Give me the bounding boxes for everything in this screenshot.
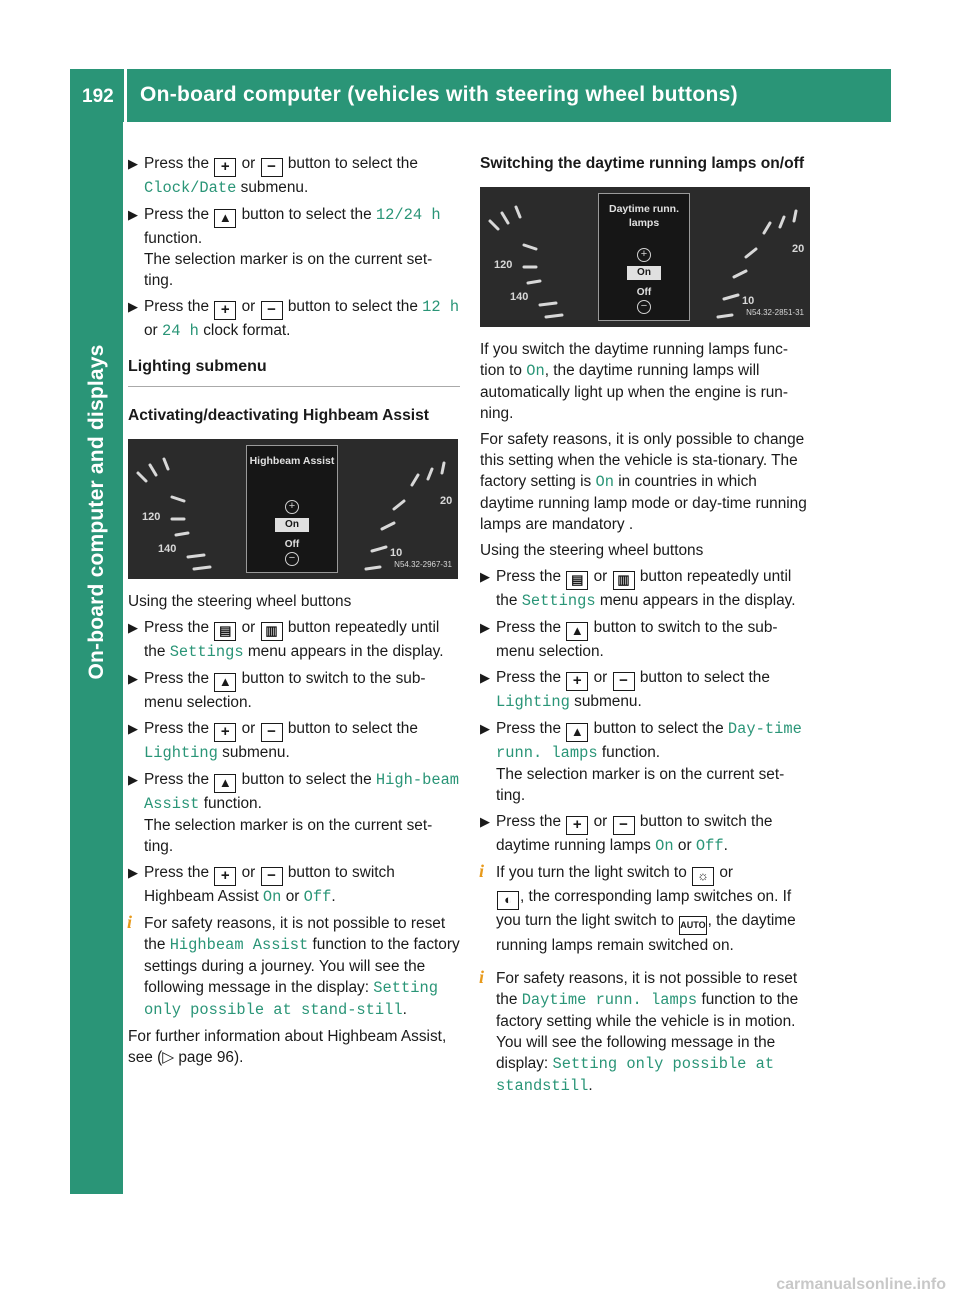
step-arrow-icon: ▶ (480, 670, 490, 685)
display-title: Highbeam Assist (249, 455, 335, 467)
daytime-lamps-heading: Switching the daytime running lamps on/off (480, 155, 805, 172)
info-icon: i (127, 912, 133, 932)
lighting-submenu-heading: Lighting submenu (128, 358, 267, 375)
step-arrow-icon: ▶ (480, 814, 490, 829)
display-panel (598, 193, 690, 321)
minus-key-icon: − (261, 867, 283, 886)
ok-key-icon: ▲ (566, 622, 588, 641)
daytime-display-image: 120 140 20 10 Daytime runn. lamps + On Off − N54.32-2851-31 (480, 187, 810, 327)
image-reference: N54.32-2851-31 (746, 308, 804, 317)
minus-circle-icon: − (285, 552, 299, 566)
minus-key-icon: − (613, 672, 635, 691)
ok-key-icon: ▲ (214, 774, 236, 793)
menu-term: On (262, 888, 282, 906)
section-divider (128, 386, 460, 387)
info-icon: i (479, 967, 485, 987)
plus-key-icon: + (214, 301, 236, 320)
step-toggle-daytime-lamps: ▶ Press the + or − button to switch the daytime running lamps On or Off. (480, 813, 773, 855)
menu-term: 24 h (161, 322, 199, 340)
menu-term: Off (695, 837, 724, 855)
off-option: Off (636, 287, 652, 298)
step-arrow-icon: ▶ (128, 620, 138, 635)
menu-term: 12 h (422, 298, 460, 316)
menu-term: High‐beam Assist (144, 771, 460, 813)
intro-text: Using the steering wheel buttons (128, 593, 352, 610)
menu-term: On (595, 473, 614, 491)
step-arrow-icon: ▶ (128, 865, 138, 880)
page-number: 192 (82, 86, 114, 107)
step-select-daytime-lamps: ▶ Press the ▲ button to select the Day‐time runn. lamps function. The selection marker is on the current set-ting. (480, 720, 802, 804)
step-arrow-icon: ▶ (128, 207, 138, 222)
menu-term: On (526, 362, 545, 380)
plus-key-icon: + (214, 723, 236, 742)
display-message: Setting only possible at stand‐still (144, 979, 438, 1019)
step-select-clock-date: ▶ Press the + or − button to select the Clock/Date submenu. (128, 155, 418, 197)
low-beam-icon: ◐ (497, 891, 519, 910)
auto-light-icon: AUTO (679, 916, 706, 935)
menu-term: 12/24 h (375, 206, 441, 224)
side-tab (70, 122, 123, 1194)
info-note-daytime: i For safety reasons, it is not possible to reset the Daytime runn. lamps function to the factory setting while the vehicle is in motion. You will see the following message in the display: Setting only possible at standstill. (479, 967, 799, 1095)
off-option: Off (284, 539, 300, 550)
menu-term: Settings (169, 643, 244, 661)
ok-key-icon: ▲ (566, 723, 588, 742)
header-divider (124, 69, 127, 122)
step-open-settings: ▶ Press the ▤ or ▥ button repeatedly until the Settings menu appears in the display. (128, 619, 444, 661)
on-option: On (627, 266, 661, 280)
forward-key-icon: ▥ (261, 622, 283, 641)
info-note-highbeam: i For safety reasons, it is not possible to reset the Highbeam Assist function to the factory settings during a journey. You will see the following message in the display: Setting only possible at stand‐still. (127, 912, 460, 1019)
on-option: On (275, 518, 309, 532)
parking-lamp-icon: ☼ (692, 867, 714, 886)
back-key-icon: ▤ (214, 622, 236, 641)
step-arrow-icon: ▶ (128, 772, 138, 787)
footer-watermark: carmanualsonline.info (776, 1276, 946, 1293)
page-title: On-board computer (vehicles with steering wheel buttons) (140, 83, 738, 106)
plus-key-icon: + (214, 158, 236, 177)
intro-text: Using the steering wheel buttons (480, 542, 704, 559)
menu-term: On (655, 837, 674, 855)
step-arrow-icon: ▶ (480, 721, 490, 736)
menu-term: Lighting (144, 744, 218, 762)
minus-key-icon: − (261, 723, 283, 742)
step-select-lighting: ▶ Press the + or − button to select the Lighting submenu. (480, 669, 770, 711)
step-select-lighting: ▶ Press the + or − button to select the Lighting submenu. (128, 720, 418, 762)
image-reference: N54.32-2967-31 (394, 560, 452, 569)
daytime-paragraph-2: For safety reasons, it is only possible to change this setting when the vehicle is sta-tionary. The factory setting is On in countries in which daytime running lamp mode or day-time running lamps are mandatory . (480, 431, 807, 533)
step-open-settings: ▶ Press the ▤ or ▥ button repeatedly until the Settings menu appears in the display. (480, 568, 796, 610)
step-switch-submenu: ▶ Press the ▲ button to switch to the sub-menu selection. (128, 670, 426, 711)
plus-key-icon: + (566, 816, 588, 835)
ok-key-icon: ▲ (214, 673, 236, 692)
step-switch-submenu: ▶ Press the ▲ button to switch to the sub-menu selection. (480, 619, 778, 660)
ok-key-icon: ▲ (214, 209, 236, 228)
left-column (128, 153, 460, 1073)
step-select-12-24: ▶ Press the ▲ button to select the 12/24 h function. The selection marker is on the current set-ting. (128, 206, 441, 289)
plus-key-icon: + (214, 867, 236, 886)
step-select-highbeam: ▶ Press the ▲ button to select the High‐beam Assist function. The selection marker is on the current set-ting. (128, 771, 460, 855)
forward-key-icon: ▥ (613, 571, 635, 590)
step-toggle-highbeam: ▶ Press the + or − button to switch Highbeam Assist On or Off. (128, 864, 395, 906)
daytime-paragraph-1: If you switch the daytime running lamps func-tion to On, the daytime running lamps will automatically light up when the engine is run-ning. (480, 341, 788, 422)
step-arrow-icon: ▶ (480, 569, 490, 584)
menu-term: Daytime runn. lamps (521, 991, 698, 1009)
minus-key-icon: − (261, 301, 283, 320)
highbeam-heading: Activating/deactivating Highbeam Assist (128, 407, 429, 424)
page-header (70, 69, 891, 122)
menu-term: Clock/Date (144, 179, 237, 197)
info-note-light-switch: i If you turn the light switch to ☼ or ◐ , the corresponding lamp switches on. If you turn the light switch to AUTO , the daytime running lamps remain switched on. (479, 861, 796, 954)
back-key-icon: ▤ (566, 571, 588, 590)
menu-term: Day‐time runn. lamps (496, 720, 802, 762)
step-arrow-icon: ▶ (128, 156, 138, 171)
display-message: Setting only possible at standstill (496, 1055, 775, 1095)
step-arrow-icon: ▶ (128, 299, 138, 314)
display-title: Daytime runn. lamps (608, 203, 679, 229)
plus-circle-icon: + (637, 248, 651, 262)
minus-circle-icon: − (637, 300, 651, 314)
right-column (480, 153, 812, 1102)
step-arrow-icon: ▶ (128, 671, 138, 686)
minus-key-icon: − (261, 158, 283, 177)
step-arrow-icon: ▶ (128, 721, 138, 736)
plus-circle-icon: + (285, 500, 299, 514)
menu-term: Highbeam Assist (169, 936, 309, 954)
menu-term: Settings (521, 592, 596, 610)
display-panel (246, 445, 338, 573)
highbeam-display-image: 120 140 20 10 Highbeam Assist + On Off − N54.32-2967-31 (128, 439, 458, 579)
step-select-clock-format: ▶ Press the + or − button to select the 12 h or 24 h clock format. (128, 298, 460, 340)
minus-key-icon: − (613, 816, 635, 835)
menu-term: Lighting (496, 693, 570, 711)
info-icon: i (479, 861, 485, 881)
menu-term: Off (303, 888, 332, 906)
further-info-text: For further information about Highbeam Assist, see (▷ page 96). (128, 1028, 447, 1066)
side-tab-label: On-board computer and displays (84, 344, 108, 680)
plus-key-icon: + (566, 672, 588, 691)
step-arrow-icon: ▶ (480, 620, 490, 635)
